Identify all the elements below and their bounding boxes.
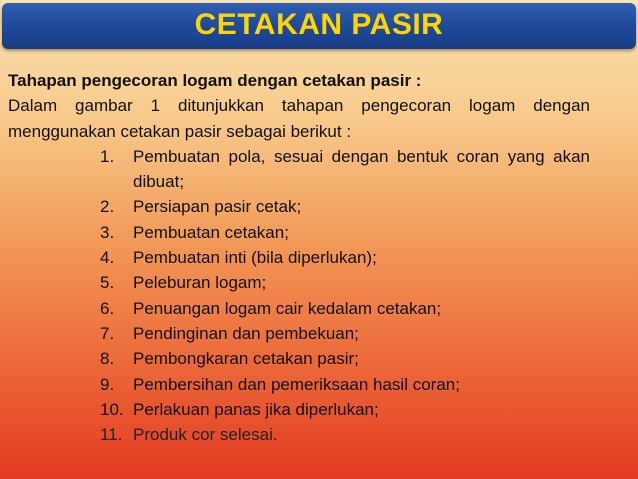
list-item-text: Pendinginan dan pembekuan;: [133, 323, 359, 343]
list-item-number: 8.: [100, 349, 115, 369]
list-item-number: 10.: [100, 399, 124, 419]
slide-content: [8, 68, 590, 447]
list-item: [100, 346, 590, 371]
list-item: [100, 422, 590, 447]
list-item-number: 1.: [100, 146, 115, 166]
list-item: [100, 270, 590, 295]
list-item-text: Pembuatan inti (bila diperlukan);: [133, 248, 377, 268]
title-bar: [2, 3, 636, 49]
list-item-text: Pembersihan dan pemeriksaan hasil coran;: [133, 374, 460, 394]
list-item-text: Peleburan logam;: [133, 273, 267, 293]
intro-paragraph: Dalam gambar 1 ditunjukkan tahapan pengecoran logam dengan menggunakan cetakan pasir sebagai berikut :: [8, 96, 590, 141]
list-item: [100, 144, 590, 195]
list-item: [100, 220, 590, 245]
list-item: [100, 296, 590, 321]
list-item-text: Pembuatan pola, sesuai dengan bentuk coran yang akan dibuat;: [133, 146, 590, 192]
list-item-text: Persiapan pasir cetak;: [133, 197, 302, 217]
list-item-text: Produk cor selesai.: [133, 425, 278, 445]
list-item-text: Penuangan logam cair kedalam cetakan;: [133, 298, 442, 318]
list-item: [100, 245, 590, 270]
list-item: [100, 397, 590, 422]
list-item-text: Pembongkaran cetakan pasir;: [133, 349, 359, 369]
steps-list: [8, 144, 590, 448]
slide-title: CETAKAN PASIR: [194, 8, 444, 41]
list-item-number: 11.: [100, 425, 123, 445]
list-item-text: Pembuatan cetakan;: [133, 222, 289, 242]
list-item-number: 2.: [100, 197, 115, 217]
list-item-number: 6.: [100, 298, 115, 318]
list-item: [100, 372, 590, 397]
list-item-text: Perlakuan panas jika diperlukan;: [133, 399, 379, 419]
list-item-number: 7.: [100, 323, 115, 343]
list-item-number: 5.: [100, 273, 115, 293]
section-heading: Tahapan pengecoran logam dengan cetakan pasir :: [8, 71, 422, 90]
list-item-number: 9.: [100, 374, 115, 394]
list-item-number: 4.: [100, 248, 115, 268]
list-item: [100, 194, 590, 219]
list-item-number: 3.: [100, 222, 115, 242]
list-item: [100, 321, 590, 346]
